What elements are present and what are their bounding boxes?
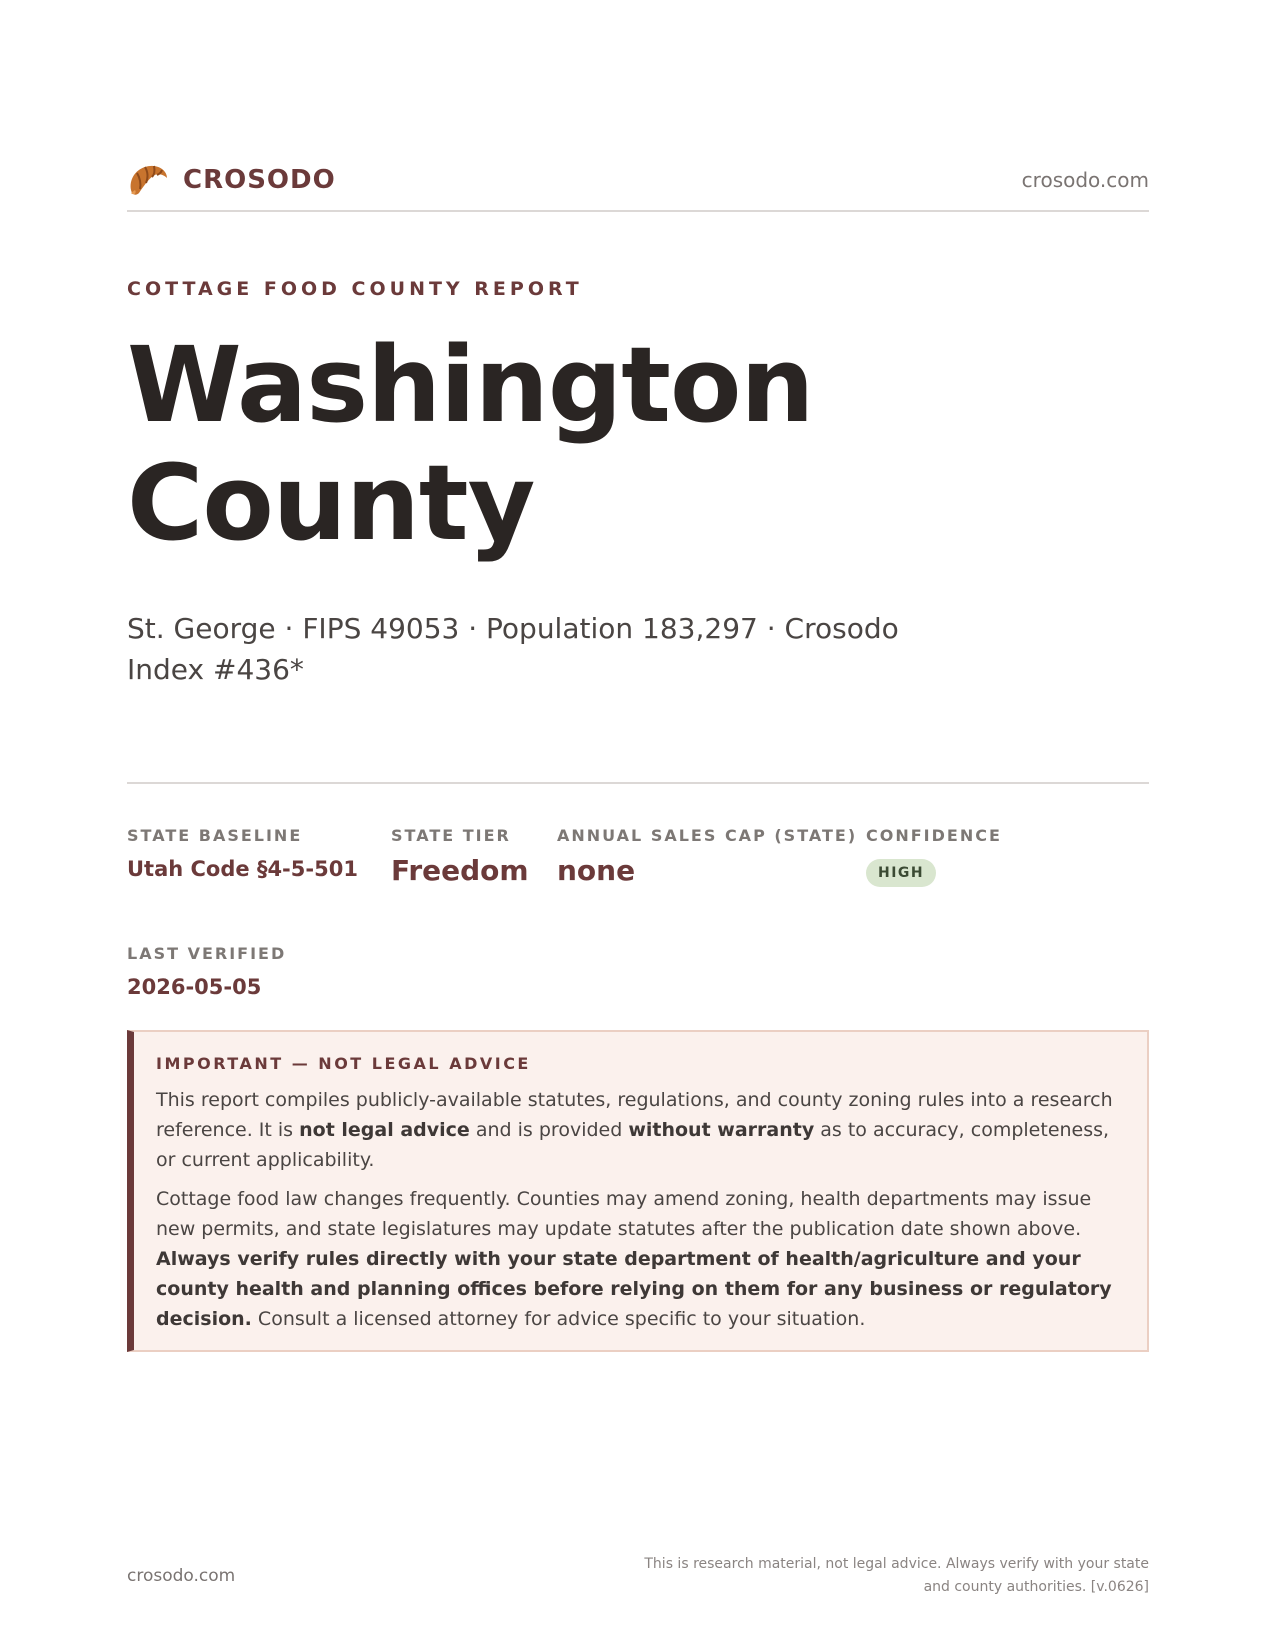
report-page: [127, 0, 1149, 1650]
stat-label: STATE TIER: [391, 826, 511, 845]
notice-emphasis: without warranty: [628, 1119, 815, 1141]
report-eyebrow: COTTAGE FOOD COUNTY REPORT: [127, 278, 583, 300]
croissant-icon: [127, 160, 169, 200]
brand: [127, 160, 336, 200]
stat-sales-cap: [557, 826, 857, 887]
notice-emphasis: not legal advice: [299, 1119, 470, 1141]
stat-label: STATE BASELINE: [127, 826, 303, 845]
notice-text: Cottage food law changes frequently. Counties may amend zoning, health departments may issue new permits, and state legislatures may update statutes after the publication date shown above.: [156, 1188, 1092, 1240]
notice-text: and is provided: [469, 1119, 629, 1141]
legal-notice: [127, 1030, 1149, 1352]
brand-name: CROSODO: [183, 165, 336, 195]
footer-disclaimer: [629, 1553, 1149, 1599]
county-subtitle: St. George · FIPS 49053 · Population 183,297 · Crosodo Index #436*: [127, 612, 899, 686]
stat-state-baseline: [127, 826, 358, 881]
section-divider: [127, 782, 1149, 784]
stat-value: Utah Code §4-5-501: [127, 857, 358, 881]
stat-confidence: [866, 826, 1002, 887]
notice-emphasis: Always verify rules directly with your state department of health/agriculture and your county health and planning offices before relying on them for any business or regulatory decision.: [156, 1248, 1112, 1330]
notice-text: This report compiles publicly-available statutes, regulations, and county zoning rules into a research reference. It is: [156, 1089, 1113, 1141]
page-header: [127, 150, 1149, 212]
stat-value: Freedom: [391, 854, 529, 887]
title-line-1: Washington: [127, 324, 814, 446]
stat-state-tier: [391, 826, 529, 887]
stat-last-verified: [127, 944, 286, 999]
notice-paragraph: [156, 1085, 1125, 1175]
notice-paragraph: [156, 1184, 1125, 1334]
notice-text: as to accuracy, completeness, or current applicability.: [156, 1119, 1110, 1171]
footer-site-url[interactable]: crosodo.com: [127, 1566, 236, 1586]
page-title: [127, 326, 813, 562]
title-line-2: County: [127, 442, 535, 564]
notice-text: Consult a licensed attorney for advice specific to your situation.: [251, 1308, 866, 1330]
stat-label: LAST VERIFIED: [127, 944, 287, 963]
stat-label: CONFIDENCE: [866, 826, 1002, 845]
stat-value: none: [557, 854, 636, 887]
notice-title: IMPORTANT — NOT LEGAL ADVICE: [156, 1054, 531, 1073]
site-url-link[interactable]: crosodo.com: [1021, 168, 1149, 192]
stat-value: 2026-05-05: [127, 975, 262, 999]
footer-disclaimer-line: This is research material, not legal advice. Always verify with your state: [644, 1556, 1149, 1572]
stat-label: ANNUAL SALES CAP (STATE): [557, 826, 858, 845]
footer-disclaimer-line: and county authorities. [v.0626]: [923, 1579, 1149, 1595]
confidence-badge: HIGH: [866, 859, 936, 887]
